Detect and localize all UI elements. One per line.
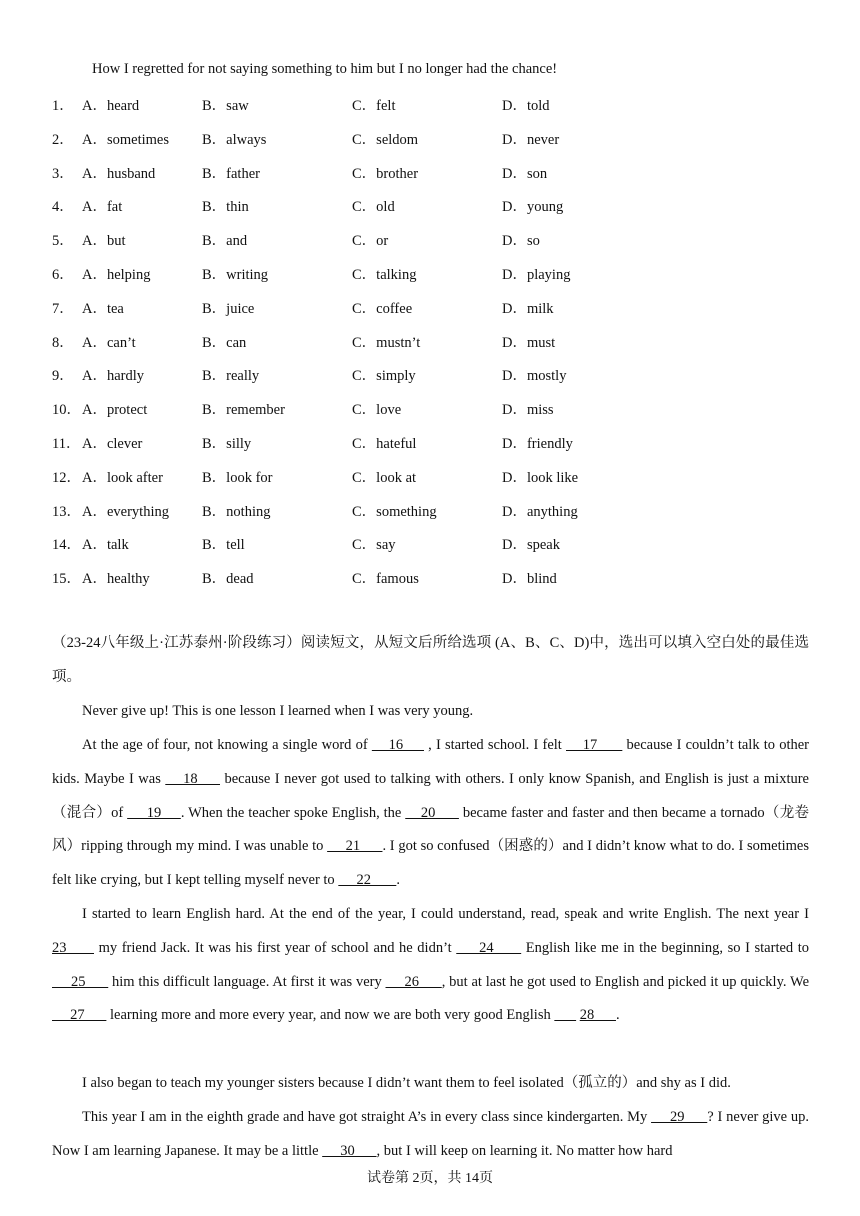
- question-row: [52, 195, 812, 215]
- blank-18: 18: [165, 770, 220, 787]
- option-a: A．tea: [82, 300, 124, 317]
- option-d: D．young: [502, 199, 564, 216]
- option-c: C．or: [352, 233, 389, 250]
- question-row: [52, 128, 812, 148]
- option-c: C．old: [352, 199, 395, 216]
- option-c: C．seldom: [352, 131, 419, 148]
- passage-paragraph-3: I started to learn English hard. At the end of the year, I could understand, read, speak and write English. The next year I 23 my friend Jack. It was his first year of school and he didn’t 24 English like me in the beginning, so I started to 25 him this difficult language. At first it was very 26 , but at last he got used to English and picked it up quickly. We 27 learning more and more every year, and now we are both very good English 28 .: [52, 906, 810, 1024]
- option-c: C．something: [352, 503, 437, 520]
- passage-paragraph-4: I also began to teach my younger sisters because I didn’t want them to feel isolated（孤立的）and shy as I did.: [82, 1075, 731, 1091]
- question-number: 9．: [52, 368, 74, 385]
- question-row: [52, 331, 812, 351]
- option-b: B．always: [202, 131, 267, 148]
- option-a: A．clever: [82, 436, 143, 452]
- blank-21: 21: [327, 838, 383, 855]
- option-a: A．helping: [82, 267, 151, 283]
- blank-20: 20: [405, 804, 459, 821]
- question-number: 6．: [52, 267, 74, 283]
- blank-26: 26: [385, 973, 442, 990]
- option-d: D．miss: [502, 402, 554, 419]
- option-b: B．father: [202, 165, 260, 182]
- question-number: 10．: [52, 402, 81, 419]
- passage-paragraph-5: This year I am in the eighth grade and have got straight A’s in every class since kindergarten. My 29 ? I never give up. Now I am learning Japanese. It may be a little 30 , but I will keep on learning it. No matter how hard: [52, 1109, 810, 1159]
- question-number: 2．: [52, 131, 74, 148]
- option-b: B．and: [202, 233, 248, 250]
- option-a: A．husband: [82, 165, 156, 182]
- question-row: [52, 500, 812, 520]
- option-a: A．hardly: [82, 368, 145, 385]
- option-d: D．mostly: [502, 368, 567, 385]
- option-a: A．everything: [82, 503, 169, 520]
- question-number: 12．: [52, 469, 81, 486]
- option-c: C．famous: [352, 571, 419, 588]
- passage-closing-line: How I regretted for not saying something to him but I no longer had the chance!: [92, 61, 558, 77]
- option-d: D．son: [502, 165, 548, 182]
- question-row: [52, 567, 812, 587]
- option-c: C．felt: [352, 98, 396, 114]
- section-header: （23-24八年级上·江苏泰州·阶段练习）阅读短文，从短文后所给选项 (A、B、C、D)中，选出可以填入空白处的最佳选项。: [52, 635, 809, 685]
- option-c: C．talking: [352, 267, 417, 283]
- question-row: [52, 297, 812, 317]
- option-b: B．dead: [202, 571, 254, 588]
- option-b: B．nothing: [202, 503, 271, 520]
- option-d: D．never: [502, 131, 560, 148]
- blank-22: 22: [338, 872, 397, 889]
- option-b: B．really: [202, 368, 260, 385]
- blank-27: 27: [52, 1007, 107, 1024]
- option-c: C．love: [352, 402, 402, 419]
- blank-30: 30: [322, 1142, 377, 1159]
- option-b: B．thin: [202, 199, 249, 216]
- question-number: 7．: [52, 300, 74, 317]
- blank-24: 24: [456, 939, 522, 956]
- option-a: A．fat: [82, 199, 123, 216]
- page-footer: 试卷第 2页，共 14页: [367, 1171, 493, 1186]
- question-number: 11．: [52, 436, 81, 452]
- blank-23: 23: [52, 939, 94, 956]
- option-b: B．saw: [202, 98, 249, 114]
- option-d: D．speak: [502, 537, 560, 554]
- blank-29: 29: [651, 1109, 708, 1125]
- blank-28: 28: [579, 1007, 616, 1024]
- option-a: A．but: [82, 233, 126, 250]
- option-d: D．blind: [502, 571, 557, 588]
- passage-paragraph-1: Never give up! This is one lesson I learned when I was very young.: [82, 703, 474, 719]
- blank-28-line: [554, 1007, 576, 1023]
- option-d: D．milk: [502, 300, 554, 317]
- blank-16: 16: [371, 737, 424, 753]
- option-c: C．hateful: [352, 436, 417, 452]
- option-a: A．sometimes: [82, 131, 169, 148]
- blank-25: 25: [52, 973, 109, 990]
- option-b: B．juice: [202, 300, 255, 317]
- option-b: B．look for: [202, 469, 273, 486]
- question-row: [52, 263, 812, 283]
- question-row: [52, 94, 812, 114]
- question-row: [52, 162, 812, 182]
- option-a: A．heard: [82, 98, 140, 114]
- question-number: 1．: [52, 98, 74, 114]
- option-b: B．writing: [202, 267, 269, 283]
- option-d: D．friendly: [502, 436, 573, 452]
- option-d: D．look like: [502, 469, 579, 486]
- question-number: 5．: [52, 233, 74, 250]
- option-a: A．look after: [82, 469, 163, 486]
- question-number: 14．: [52, 537, 81, 554]
- question-row: [52, 432, 812, 452]
- option-a: A．talk: [82, 537, 129, 554]
- option-d: D．so: [502, 233, 540, 250]
- passage-paragraph-2: At the age of four, not knowing a single word of 16 , I started school. I felt 17 because I couldn’t talk to other kids. Maybe I was 18 because I never got used to talking with others. I only know Spanish, and English is just a mixture （混合）of 19 . When the teacher spoke English, the 20 became faster and faster and then became a tornado（龙卷风）ripping through my mind. I was unable to 21 . I got so confused（困惑的）and I didn’t know what to do. I sometimes felt like crying, but I kept telling myself never to 22 .: [52, 737, 810, 889]
- question-number: 3．: [52, 165, 74, 182]
- option-b: B．remember: [202, 402, 285, 419]
- option-b: B．can: [202, 334, 247, 351]
- option-d: D．told: [502, 98, 550, 114]
- option-a: A．healthy: [82, 571, 150, 588]
- option-c: C．simply: [352, 368, 416, 385]
- option-b: B．silly: [202, 436, 252, 452]
- question-number: 13．: [52, 503, 81, 520]
- question-row: [52, 466, 812, 486]
- question-number: 4．: [52, 199, 74, 216]
- option-a: A．can’t: [82, 334, 136, 351]
- option-d: D．must: [502, 334, 556, 351]
- option-c: C．coffee: [352, 300, 413, 317]
- option-b: B．tell: [202, 537, 245, 554]
- blank-17: 17: [566, 737, 623, 753]
- question-row: [52, 398, 812, 418]
- option-c: C．say: [352, 537, 396, 554]
- question-row: [52, 229, 812, 249]
- option-c: C．mustn’t: [352, 334, 421, 351]
- question-number: 15．: [52, 571, 81, 588]
- option-c: C．look at: [352, 469, 417, 486]
- question-number: 8．: [52, 334, 74, 351]
- option-c: C．brother: [352, 165, 419, 182]
- option-a: A．protect: [82, 402, 148, 419]
- option-d: D．anything: [502, 503, 578, 520]
- question-row: [52, 364, 812, 384]
- option-d: D．playing: [502, 267, 571, 283]
- question-row: [52, 533, 812, 553]
- blank-19: 19: [127, 804, 181, 821]
